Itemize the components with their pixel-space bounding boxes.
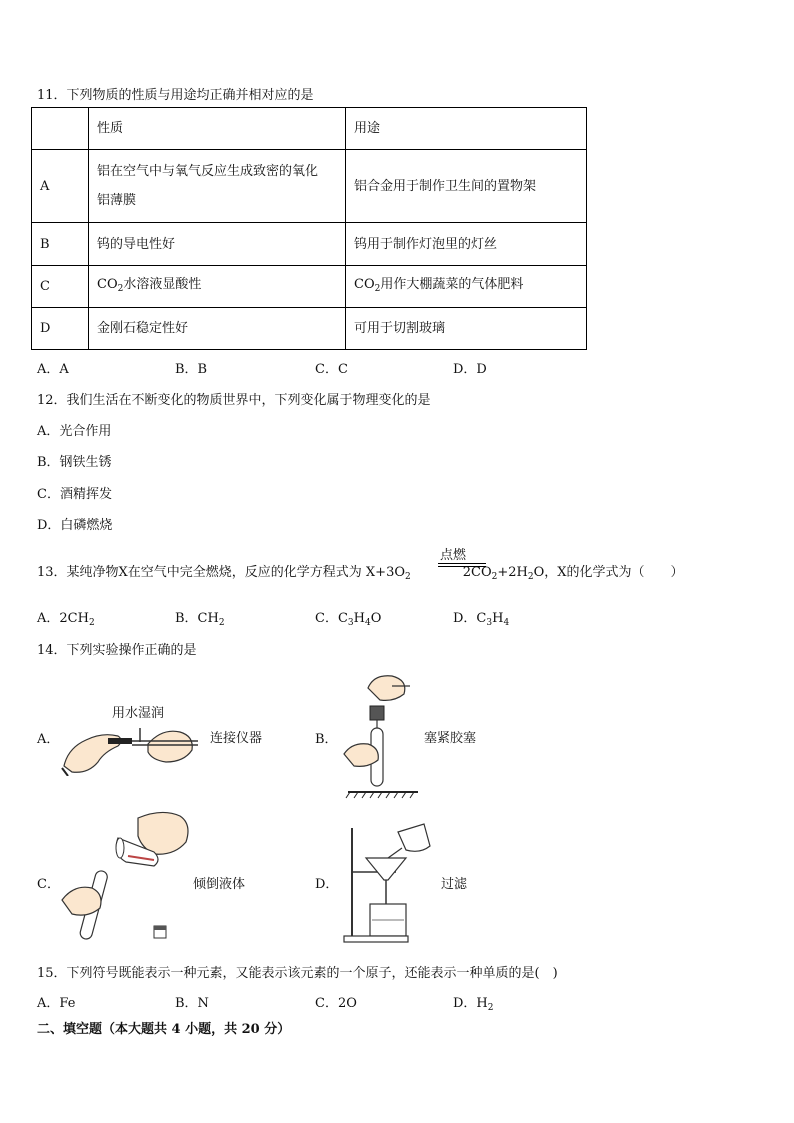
fig-a-label-top: 用水湿润	[112, 706, 165, 721]
row-key: C	[32, 266, 89, 308]
q13-option-a[interactable]: A．$2CH_2$	[37, 611, 95, 628]
q11-option-a[interactable]: A．A	[37, 362, 69, 377]
row-property: $CO_2$水溶液显酸性	[89, 266, 346, 308]
q12-option-c[interactable]: C．酒精挥发	[37, 487, 112, 502]
q15-option-c[interactable]: C．2O	[315, 996, 357, 1011]
q14-option-a[interactable]: A．	[37, 732, 60, 747]
table-header-use: 用途	[346, 108, 587, 150]
q15-option-a[interactable]: A．Fe	[37, 996, 76, 1011]
row-key: A	[32, 150, 89, 223]
reaction-condition: 点燃	[440, 548, 467, 563]
q12-option-d[interactable]: D．白磷燃烧	[37, 518, 113, 533]
q15-option-d[interactable]: D．$H_2$	[453, 996, 494, 1013]
table-header-key	[32, 108, 89, 150]
row-key: B	[32, 223, 89, 266]
row-property: 铝在空气中与氧气反应生成致密的氧化 铝薄膜	[89, 150, 346, 223]
fig-c-pour-liquid	[58, 808, 198, 948]
equation-line	[438, 566, 486, 567]
q11-option-c[interactable]: C．C	[315, 362, 348, 377]
fig-d-label: 过滤	[441, 877, 468, 892]
fig-b-press-stopper	[338, 668, 424, 800]
row-property: 钨的导电性好	[89, 223, 346, 266]
q13-option-c[interactable]: C．$C_3H_4O$	[315, 611, 382, 628]
fig-d-filtration	[340, 820, 436, 946]
q14-option-b[interactable]: B．	[315, 732, 338, 747]
q13-option-d[interactable]: D．$C_3H_4$	[453, 611, 510, 628]
table-row	[32, 223, 587, 266]
row-use: 铝合金用于制作卫生间的置物架	[346, 150, 587, 223]
equation-line	[438, 563, 486, 564]
table-row	[32, 150, 587, 223]
q13-option-b[interactable]: B．$CH_2$	[175, 611, 225, 628]
q12-option-b[interactable]: B．钢铁生锈	[37, 455, 112, 470]
q15-option-b[interactable]: B．N	[175, 996, 209, 1011]
q12-stem: 12．我们生活在不断变化的物质世界中，下列变化属于物理变化的是	[37, 393, 431, 408]
row-use: 可用于切割玻璃	[346, 308, 587, 350]
row-key: D	[32, 308, 89, 350]
row-use: $CO_2$用作大棚蔬菜的气体肥料	[346, 266, 587, 308]
row-property: 金刚石稳定性好	[89, 308, 346, 350]
q14-option-c[interactable]: C．	[37, 877, 60, 892]
q15-stem: 15．下列符号既能表示一种元素，又能表示该元素的一个原子，还能表示一种单质的是( )	[37, 966, 558, 981]
fig-c-label: 倾倒液体	[193, 877, 246, 892]
section-heading: 二、填空题（本大题共 4 小题，共 20 分）	[37, 1022, 291, 1037]
q11-stem: 11．下列物质的性质与用途均正确并相对应的是	[37, 88, 314, 103]
row-use: 钨用于制作灯泡里的灯丝	[346, 223, 587, 266]
table-row	[32, 266, 587, 308]
fig-b-label: 塞紧胶塞	[424, 731, 477, 746]
table-header-property: 性质	[89, 108, 346, 150]
table-row	[32, 308, 587, 350]
q12-option-a[interactable]: A．光合作用	[37, 424, 112, 439]
q14-option-d[interactable]: D．	[315, 877, 339, 892]
fig-a-label-right: 连接仪器	[210, 731, 263, 746]
q11-option-d[interactable]: D．D	[453, 362, 487, 377]
q11-option-b[interactable]: B．B	[175, 362, 208, 377]
q14-stem: 14．下列实验操作正确的是	[37, 643, 197, 658]
fig-a-connect-apparatus	[58, 718, 208, 776]
q13-stem: 13．某纯净物X在空气中完全燃烧，反应的化学方程式为 $X+3O_2$ $2CO_2+2H_2O$，X的化学式为（ ）	[37, 565, 684, 582]
q11-table	[31, 107, 587, 350]
